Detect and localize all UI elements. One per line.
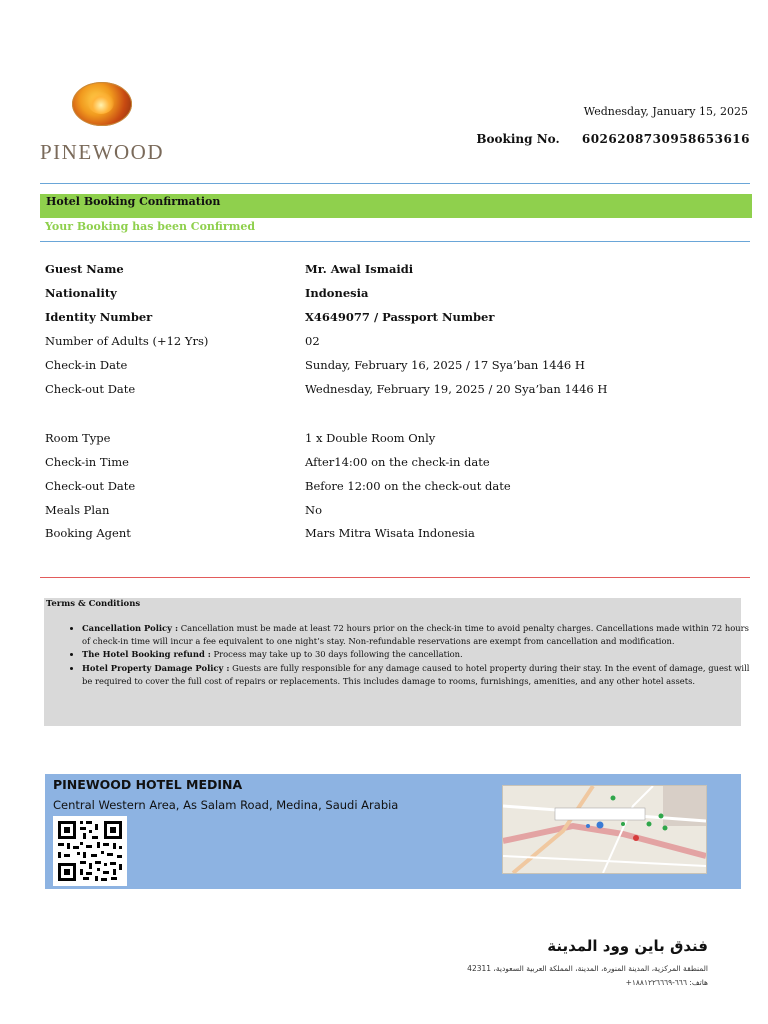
detail-label: Booking Agent — [45, 526, 131, 540]
terms-item-label: Hotel Property Damage Policy : — [82, 662, 230, 673]
terms-item-text: Guests are fully responsible for any damage caused to hotel property during their stay. In the event of damage, guest will be required to cover the full cost of repairs or replacements. This includes damage to rooms, furnishings, amenities, and any other hotel assets. — [82, 662, 750, 686]
detail-value: X4649077 / Passport Number — [305, 310, 495, 324]
document-date: Wednesday, January 15, 2025 — [583, 105, 748, 118]
detail-value: Before 12:00 on the check-out date — [305, 479, 511, 493]
arabic-address: المنطقة المركزية، المدينة المنورة، المدينة، المملكة العربية السعودية، 42311 — [467, 964, 708, 973]
hotel-name: PINEWOOD HOTEL MEDINA — [53, 777, 243, 792]
detail-row-check-out-date — [45, 382, 745, 406]
detail-label: Check-in Time — [45, 455, 129, 469]
detail-row-guest-name — [45, 262, 745, 286]
detail-label: Identity Number — [45, 310, 153, 324]
detail-row-identity-number — [45, 310, 745, 334]
terms-item-refund — [82, 648, 752, 661]
arabic-phone: هاتف: ٦٦٦-١٨٨١٢٢٦٦٦٩+ — [625, 978, 708, 987]
detail-value: 1 x Double Room Only — [305, 431, 436, 445]
terms-item-text: Cancellation must be made at least 72 hours prior on the check-in time to avoid penalty charges. Cancellations made within 72 hours of check-in time will incur a fee equivalent to one night’s stay. Non-refundable reservations are exempt from cancellation and modification. — [82, 623, 749, 647]
detail-value: Sunday, February 16, 2025 / 17 Sya’ban 1446 H — [305, 358, 585, 372]
confirmation-banner — [40, 194, 752, 218]
hotel-info-box — [45, 774, 741, 889]
detail-value: Indonesia — [305, 286, 369, 300]
detail-row-adults — [45, 334, 745, 358]
detail-value: No — [305, 503, 322, 517]
arabic-hotel-name: فندق باين وود المدينة — [547, 937, 708, 955]
detail-row-check-in-date — [45, 358, 745, 382]
detail-row-booking-agent — [45, 526, 745, 550]
location-map[interactable] — [502, 785, 707, 874]
terms-item-damage — [82, 662, 752, 688]
confirmation-title: Hotel Booking Confirmation — [46, 195, 221, 208]
detail-label: Number of Adults (+12 Yrs) — [45, 334, 209, 348]
detail-label: Check-in Date — [45, 358, 128, 372]
detail-row-room-type — [45, 431, 745, 455]
booking-number-value: 6026208730958653616 — [581, 132, 750, 146]
terms-section — [44, 598, 750, 726]
booking-number-label: Booking No. — [476, 132, 560, 146]
divider — [40, 577, 750, 578]
detail-value: After14:00 on the check-in date — [305, 455, 490, 469]
terms-item-cancellation — [82, 622, 752, 648]
detail-label: Meals Plan — [45, 503, 110, 517]
detail-label: Room Type — [45, 431, 111, 445]
confirmation-status: Your Booking has been Confirmed — [45, 220, 256, 233]
detail-value: 02 — [305, 334, 320, 348]
hotel-logo-text: PINEWOOD — [40, 140, 164, 164]
terms-title: Terms & Conditions — [46, 599, 141, 609]
detail-row-check-out-time — [45, 479, 745, 503]
detail-label: Check-out Date — [45, 479, 136, 493]
booking-number — [476, 132, 750, 146]
hotel-logo-emblem — [72, 82, 132, 126]
detail-value: Mr. Awal Ismaidi — [305, 262, 414, 276]
divider — [40, 241, 750, 242]
detail-label: Check-out Date — [45, 382, 136, 396]
detail-value: Mars Mitra Wisata Indonesia — [305, 526, 475, 540]
detail-row-check-in-time — [45, 455, 745, 479]
terms-list — [58, 622, 752, 688]
terms-item-label: Cancellation Policy : — [82, 623, 179, 633]
terms-item-label: The Hotel Booking refund : — [82, 649, 211, 660]
divider — [40, 183, 750, 184]
hotel-address: Central Western Area, As Salam Road, Medina, Saudi Arabia — [53, 798, 399, 812]
detail-row-meals-plan — [45, 503, 745, 527]
detail-row-nationality — [45, 286, 745, 310]
detail-label: Guest Name — [45, 262, 124, 276]
detail-label: Nationality — [45, 286, 117, 300]
terms-item-text: Process may take up to 30 days following the cancellation. — [210, 649, 463, 660]
qr-code[interactable] — [53, 816, 127, 886]
detail-value: Wednesday, February 19, 2025 / 20 Sya’ban 1446 H — [305, 382, 608, 396]
